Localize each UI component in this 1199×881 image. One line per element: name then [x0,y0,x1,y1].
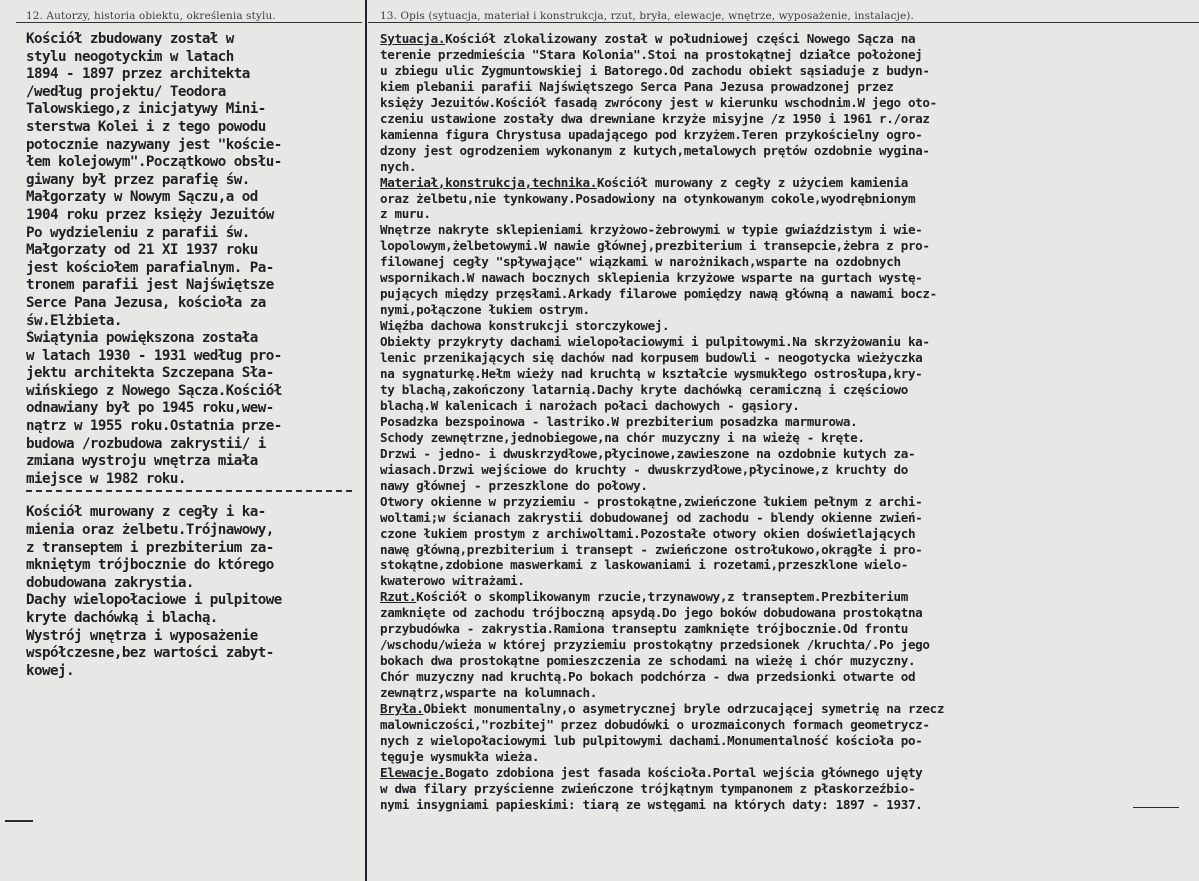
text-line [380,159,1192,175]
text-line: wińskiego z Nowego Sącza.Kościół [26,382,282,399]
text-line [380,589,1192,605]
text-line: nątrz w 1955 roku.Ostatnia prze- [26,418,282,435]
text-line: Świątynia powiększona została [26,330,258,347]
text-line: giwany był przez parafię św. [26,171,250,188]
text-line [380,621,1192,637]
line-text: stokątne,zdobione maswerkami z laskowaniami i rozetami,przeszklone wielo- [380,557,908,573]
text-line: św.Elżbieta. [26,312,122,329]
text-line: Talowskiego,z inicjatywy Mini- [26,101,266,118]
text-line [380,653,1192,669]
line-text: na sygnaturkę.Hełm wieży nad kruchtą w kształcie wysmukłego ostrosłupa,kry- [380,366,923,382]
text-line: Serce Pana Jezusa, kościoła za [26,294,266,311]
line-text: nymi insygniami papieskimi: tiarą ze wstęgami na których daty: 1897 - 1937. [380,796,923,812]
line-text: filowanej cegły "spływające" wiązkami w narożnikach,wsparte na ozdobnych [380,254,901,270]
text-line [380,318,1192,334]
text-line: tronem parafii jest Najświętsze [26,277,274,294]
text-line [380,79,1192,95]
text-line: mkniętym trójbocznie do którego [26,557,274,574]
line-text: przybudówka - zakrystia.Ramiona transeptu zamknięte trójbocznie.Od frontu [380,621,908,637]
text-line [380,222,1192,238]
text-line [380,526,1192,542]
text-line [380,143,1192,159]
line-text: woltami;w ścianach zakrystii dobudowanej od zachodu - blendy okienne zwień- [380,509,923,525]
text-line: łem kolejowym".Początkowo obsłu- [26,154,282,171]
text-line: Małgorzaty od 21 XI 1937 roku [26,242,258,259]
text-line [380,685,1192,701]
text-line: Kościół zbudowany został w [26,31,234,47]
text-line [380,191,1192,207]
text-line [380,286,1192,302]
line-text: oraz żelbetu,nie tynkowany.Posadowiony na otynkowanym cokole,wyodrębnionym [380,190,916,206]
line-text: lopolowym,żelbetowymi.W nawie głównej,prezbiterium i transepcie,żebra z pro- [380,238,930,254]
text-line [380,717,1192,733]
text-line: 1894 - 1897 przez architekta [26,66,250,83]
line-text: Obiekt monumentalny,o asymetrycznej bryle odrzucającej symetrię na rzecz [423,701,945,717]
text-line [380,398,1192,414]
right-column [380,9,1192,813]
text-line: budowa /rozbudowa zakrystii/ i [26,435,266,452]
text-line [380,430,1192,446]
line-text: Kościół murowany z cegły z użyciem kamienia [596,174,908,190]
dashed-separator [26,490,352,501]
text-line: kryte dachówką i blachą. [26,610,218,626]
line-text: Schody zewnętrzne,jednobiegowe,na chór muzyczny i na wieżę - kręte. [380,429,865,445]
text-line: mienia oraz żelbetu.Trójnawowy, [26,522,274,539]
line-text: Kościół o skomplikowanym rzucie,trzynawowy,z transeptem.Prezbiterium [416,589,908,605]
line-text: zewnątrz,wsparte na kolumnach. [380,685,597,701]
text-line: Małgorzaty w Nowym Sączu,a od [26,189,258,206]
text-line: 1904 roku przez księży Jezuitów [26,206,274,223]
line-text: pujących między przęsłami.Arkady filarowe pomiędzy nawą główną a nawami bocz- [380,286,937,302]
text-line [380,510,1192,526]
text-line: Wystrój wnętrza i wyposażenie [26,627,258,644]
section-lead: Rzut. [380,589,417,605]
text-line: potocznie nazywany jest "koście- [26,136,282,153]
line-text: Posadzka bezspoinowa - lastriko.W prezbiterium posadzka marmurowa. [380,413,858,429]
margin-mark [5,820,33,822]
section-lead: Elewacje. [380,764,446,780]
line-text: Więźba dachowa konstrukcji storczykowej. [380,318,670,334]
text-line [380,175,1192,191]
summary-text [26,504,361,680]
line-text: czone łukiem prostym z archiwoltami.Pozostałe otwory okien doświetlających [380,525,916,541]
ink-mark [1133,807,1179,808]
text-line: jest kościołem parafialnym. Pa- [26,259,274,276]
text-line [380,350,1192,366]
line-text: Kościół zlokalizowany został w południowej części Nowego Sącza na [445,31,916,46]
line-text: dzony jest ogrodzeniem wykonanym z kutych,metalowych prętów ozdobnie wygina- [380,142,930,158]
text-line: współczesne,bez wartości zabyt- [26,645,274,662]
text-line [380,95,1192,111]
text-line [380,573,1192,589]
text-line [380,669,1192,685]
line-text: Wnętrze nakryte sklepieniami krzyżowo-żebrowymi w typie gwiaździstym i wie- [380,222,923,238]
column-divider [365,0,367,881]
line-text: zamknięte od zachodu trójboczną apsydą.Do jego boków dobudowana prostokątna [380,605,923,621]
text-line [380,366,1192,382]
line-text: u zbiegu ulic Zygmuntowskiej i Batorego.Od zachodu obiekt sąsiaduje z budyn- [380,62,930,78]
text-line: kowej. [26,662,74,679]
line-text: Obiekty przykryty dachami wielopołaciowymi i pulpitowymi.Na skrzyżowaniu ka- [380,334,930,350]
text-line: /według projektu/ Teodora [26,83,226,100]
history-text [26,31,361,488]
line-text: nych. [380,158,417,174]
text-line: z transeptem i prezbiterium za- [26,539,274,556]
line-text: lenic przenikających się dachów nad korpusem budowli - neogotycka wieżyczka [380,350,923,366]
line-text: kiem plebanii parafii Najświętszego Serca Pana Jezusa prowadzonej przez [380,78,894,94]
line-text: Chór muzyczny nad kruchtą.Po bokach podchórza - dwa przedsionki otwarte od [380,669,916,685]
section-lead: Sytuacja. [380,31,446,46]
line-text: kwaterowo witrażami. [380,573,525,589]
text-line [380,63,1192,79]
text-line: odnawiany był po 1945 roku,wew- [26,400,274,417]
text-line: w latach 1930 - 1931 według pro- [26,347,282,364]
line-text: Drzwi - jedno- i dwuskrzydłowe,płycinowe,zawieszone na ozdobnie kutych za- [380,445,916,461]
text-line [380,637,1192,653]
section-lead: Bryła. [380,701,424,717]
text-line [380,334,1192,350]
line-text: kamienna figura Chrystusa upadającego pod krzyżem.Teren przykościelny ogro- [380,126,923,142]
text-line: dobudowana zakrystia. [26,574,194,591]
line-text: z muru. [380,206,431,222]
text-line [380,206,1192,222]
text-line [380,494,1192,510]
text-line: Po wydzieleniu z parafii św. [26,224,250,241]
text-line [380,127,1192,143]
line-text: terenie przedmieścia "Stara Kolonia".Stoi na prostokątnej działce położonej [380,46,923,62]
description-text [380,31,1192,813]
text-line [380,478,1192,494]
text-line: Kościół murowany z cegły i ka- [26,504,266,521]
line-text: blachą.W kalenicach i narożach połaci dachowych - gąsiory. [380,397,800,413]
text-line: Dachy wielopołaciowe i pulpitowe [26,592,282,609]
line-text: nawy głównej - przeszklone do połowy. [380,477,648,493]
line-text: bokach dwa prostokątne pomieszczenia ze schodami na wieżę i chór muzyczny. [380,653,916,669]
text-line [380,701,1192,717]
text-line [380,238,1192,254]
line-text: tęguje wysmukła wieża. [380,748,540,764]
text-line: sterstwa Kolei i z tego powodu [26,118,266,135]
text-line: miejsce w 1982 roku. [26,470,186,487]
line-text: malowniczości,"rozbitej" przez dobudówki o urozmaiconych formach geometrycz- [380,716,930,732]
text-line [380,31,1192,47]
text-line [380,446,1192,462]
text-line [380,749,1192,765]
text-line [380,111,1192,127]
text-line [380,47,1192,63]
text-line [380,781,1192,797]
text-line [380,542,1192,558]
text-line [380,605,1192,621]
text-line [380,733,1192,749]
text-line [380,557,1192,573]
line-text: księży Jezuitów.Kościół fasadą zwrócony jest w kierunku wschodnim.W jego oto- [380,94,937,110]
line-text: nawę główną,prezbiterium i transept - zwieńczone ostrołukowo,okrągłe i pro- [380,541,923,557]
line-text: wspornikach.W nawach bocznych sklepienia krzyżowe wsparte na gurtach wystę- [380,270,923,286]
right-section-header: 13. Opis (sytuacja, materiał i konstrukcja, rzut, bryła, elewacje, wnętrze, wyposażenie, instalacje). [380,10,914,22]
line-text: czeniu ustawione zostały dwa drewniane krzyże misyjne /z 1950 i 1961 r./oraz [380,110,930,126]
line-text: ty blachą,zakończony latarnią.Dachy kryte dachówką ceramiczną i częściowo [380,381,908,397]
left-column [26,9,361,680]
text-line: jektu architekta Szczepana Sła- [26,365,274,382]
line-text: /wschodu/wieża w której przyziemiu prostokątny przedsionek /kruchta/.Po jego [380,637,930,653]
text-line [380,254,1192,270]
text-line [380,270,1192,286]
line-text: wiasach.Drzwi wejściowe do kruchty - dwuskrzydłowe,płycinowe,z kruchty do [380,461,908,477]
text-line: stylu neogotyckim w latach [26,48,234,65]
line-text: nych z wielopołaciowymi lub pulpitowymi dachami.Monumentalność kościoła po- [380,732,923,748]
line-text: w dwa filary przyścienne zwieńczone trójkątnym tympanonem z płaskorzeźbio- [380,780,916,796]
text-line [380,302,1192,318]
line-text: Bogato zdobiona jest fasada kościoła.Portal wejścia głównego ujęty [445,764,923,780]
line-text: Otwory okienne w przyziemiu - prostokątne,zwieńczone łukiem pełnym z archi- [380,493,923,509]
text-line: zmiana wystroju wnętrza miała [26,453,258,470]
text-line [380,414,1192,430]
text-line [380,462,1192,478]
text-line [380,765,1192,781]
section-lead: Materiał,konstrukcja,technika. [380,174,597,190]
text-line [380,797,1192,813]
line-text: nymi,połączone łukiem ostrym. [380,302,590,318]
left-section-header: 12. Autorzy, historia obiektu, określenia stylu. [26,10,276,22]
text-line [380,382,1192,398]
